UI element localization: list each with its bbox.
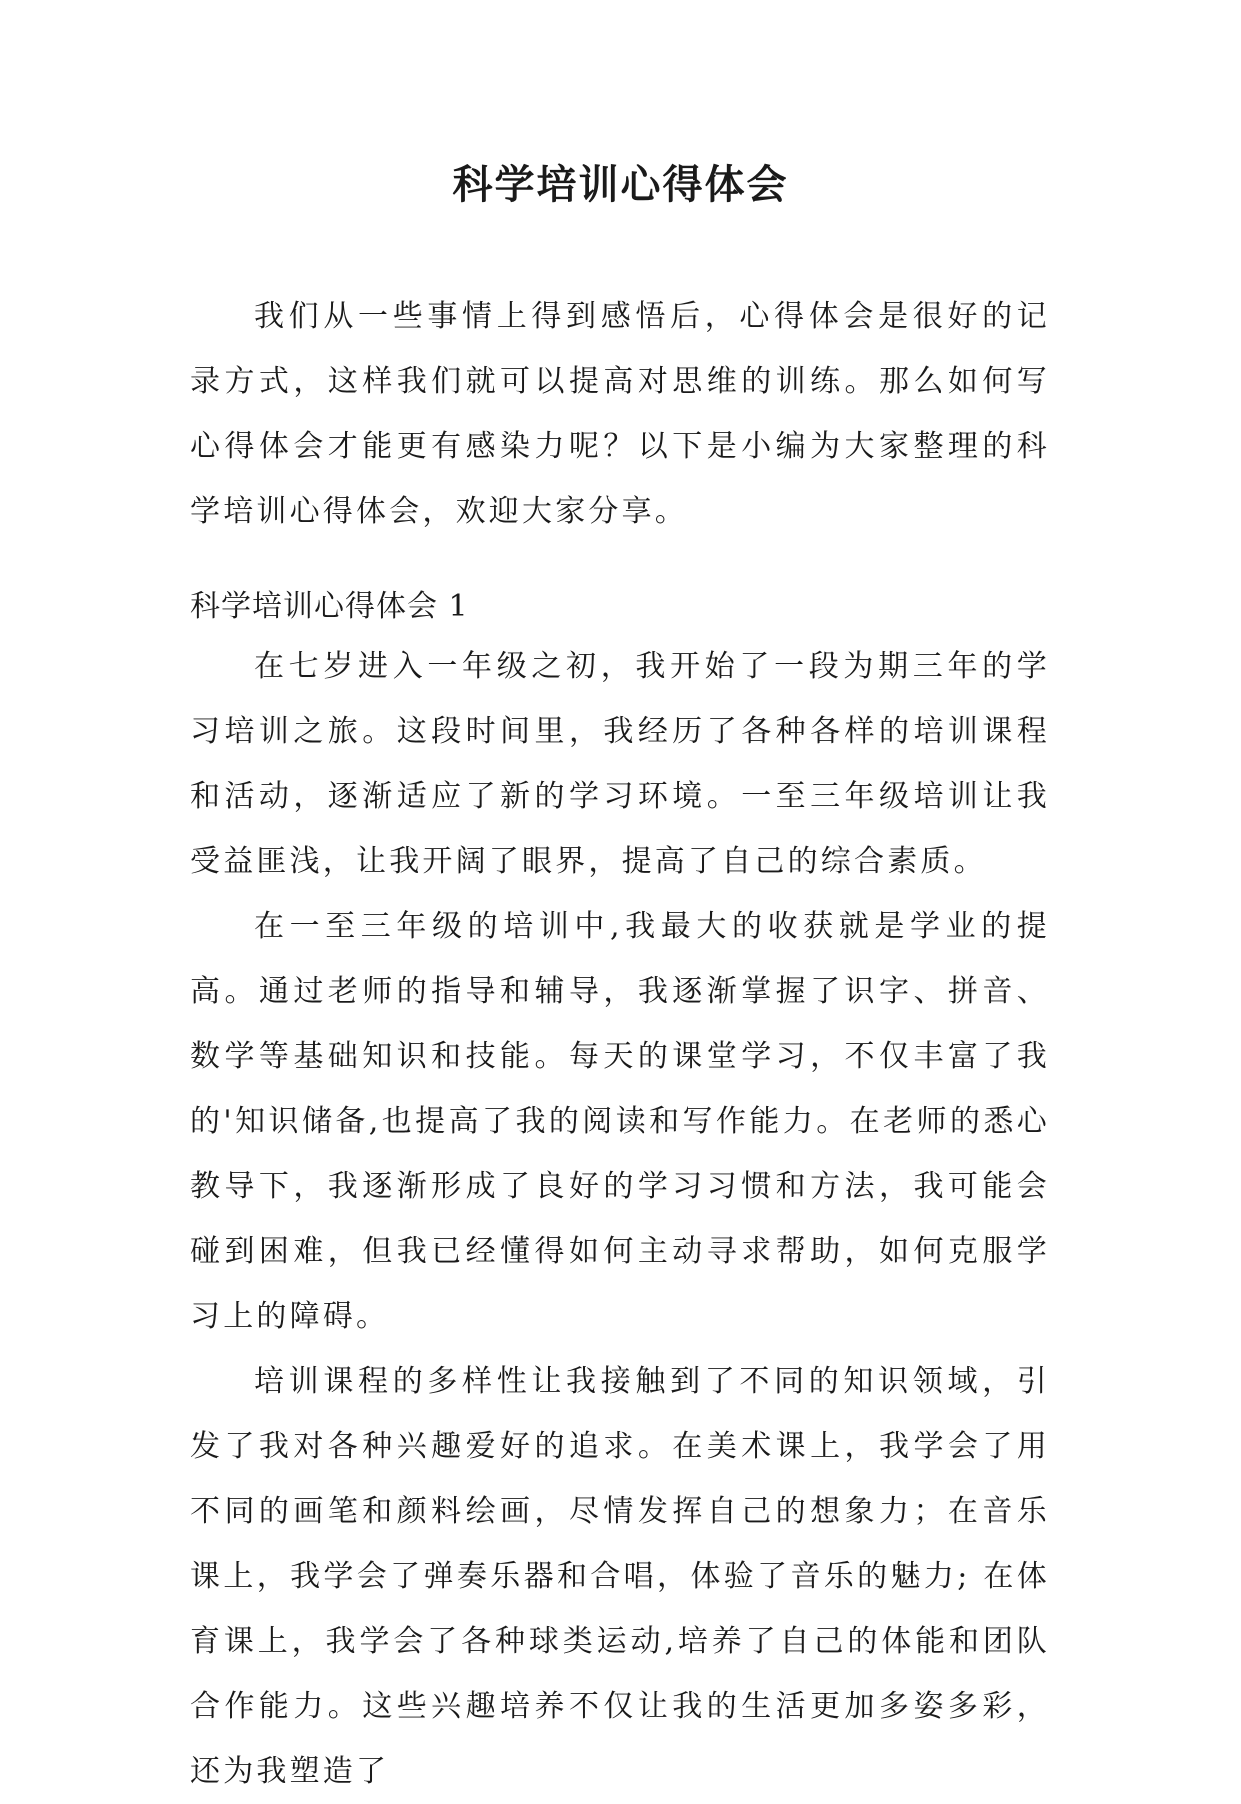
section-heading: 科学培训心得体会 1 (190, 589, 469, 624)
document-title: 科学培训心得体会 (452, 161, 789, 208)
body-paragraph: 在一至三年级的培训中,我最大的收获就是学业的提高。通过老师的指导和辅导，我逐渐掌握了识字、拼音、数学等基础知识和技能。每天的课堂学习，不仅丰富了我的'知识储备,也提高了我的阅读和写作能力。在老师的悉心教导下，我逐渐形成了良好的学习习惯和方法，我可能会碰到困难，但我已经懂得如何主动寻求帮助，如何克服学习上的障碍。 (190, 909, 1050, 1334)
intro-paragraph: 我们从一些事情上得到感悟后，心得体会是很好的记录方式，这样我们就可以提高对思维的训练。那么如何写心得体会才能更有感染力呢？以下是小编为大家整理的科学培训心得体会，欢迎大家分享。 (190, 299, 1050, 529)
body-paragraph: 在七岁进入一年级之初，我开始了一段为期三年的学习培训之旅。这段时间里，我经历了各种各样的培训课程和活动，逐渐适应了新的学习环境。一至三年级培训让我受益匪浅，让我开阔了眼界，提高了自己的综合素质。 (190, 649, 1050, 879)
body-paragraph: 培训课程的多样性让我接触到了不同的知识领域，引发了我对各种兴趣爱好的追求。在美术课上，我学会了用不同的画笔和颜料绘画，尽情发挥自己的想象力；在音乐课上，我学会了弹奏乐器和合唱，体验了音乐的魅力; 在体育课上，我学会了各种球类运动,培养了自己的体能和团队合作能力。这些兴趣培养不仅让我的生活更加多姿多彩，还为我塑造了 (190, 1364, 1050, 1789)
section-body (190, 634, 1050, 1804)
